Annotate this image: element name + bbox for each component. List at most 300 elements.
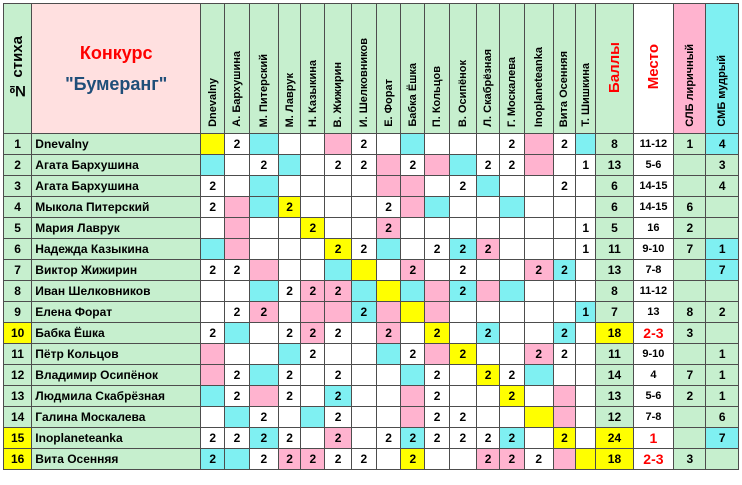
vote-cell: 2	[449, 344, 476, 365]
vote-cell	[278, 239, 300, 260]
vote-cell	[553, 281, 575, 302]
vote-cell: 2	[225, 260, 249, 281]
place-cell: 13	[633, 302, 673, 323]
vote-cell: 2	[351, 155, 376, 176]
vote-cell: 1	[576, 302, 596, 323]
vote-cell	[401, 407, 425, 428]
vote-cell	[325, 197, 351, 218]
vote-cell	[524, 239, 553, 260]
vote-cell	[425, 155, 449, 176]
vote-cell	[225, 281, 249, 302]
smb-cell: 4	[706, 134, 739, 155]
vote-cell	[477, 344, 500, 365]
vote-cell	[376, 365, 400, 386]
vote-cell	[449, 323, 476, 344]
judge-header	[325, 4, 351, 134]
vote-cell	[449, 218, 476, 239]
header-smb	[706, 4, 739, 134]
judge-name: П. Кольцов	[431, 65, 444, 127]
vote-cell: 2	[376, 428, 400, 449]
vote-cell	[278, 344, 300, 365]
place-cell: 2-3	[633, 323, 673, 344]
smb-cell: 1	[706, 365, 739, 386]
vote-cell: 2	[249, 155, 278, 176]
vote-cell	[301, 302, 325, 323]
vote-cell	[278, 155, 300, 176]
vote-cell	[351, 197, 376, 218]
judge-name: Бабка Ёшка	[406, 63, 419, 127]
vote-cell	[225, 344, 249, 365]
vote-cell: 2	[278, 281, 300, 302]
judge-name: Т. Шишкина	[579, 63, 592, 127]
author-name: Мыкола Питерский	[32, 197, 201, 218]
vote-cell	[401, 386, 425, 407]
vote-cell	[425, 344, 449, 365]
vote-cell	[301, 407, 325, 428]
vote-cell: 1	[576, 155, 596, 176]
table-row	[4, 218, 739, 239]
score-cell: 6	[596, 176, 633, 197]
vote-cell	[376, 260, 400, 281]
vote-cell: 2	[301, 344, 325, 365]
vote-cell: 2	[325, 365, 351, 386]
vote-cell: 2	[301, 281, 325, 302]
smb-cell: 4	[706, 176, 739, 197]
vote-cell	[576, 365, 596, 386]
slb-cell	[674, 281, 706, 302]
vote-cell	[278, 218, 300, 239]
place-cell: 14-15	[633, 197, 673, 218]
vote-cell	[477, 302, 500, 323]
vote-cell	[425, 449, 449, 470]
vote-cell: 2	[201, 197, 225, 218]
vote-cell	[401, 197, 425, 218]
vote-cell	[376, 155, 400, 176]
vote-cell: 2	[278, 323, 300, 344]
author-name: Мария Лаврук	[32, 218, 201, 239]
vote-cell	[376, 386, 400, 407]
vote-cell: 2	[376, 197, 400, 218]
vote-cell: 2	[325, 449, 351, 470]
vote-cell	[477, 176, 500, 197]
vote-cell	[278, 302, 300, 323]
vote-cell: 2	[249, 302, 278, 323]
vote-cell	[425, 176, 449, 197]
vote-cell	[201, 344, 225, 365]
judge-header	[524, 4, 553, 134]
table-row	[4, 344, 739, 365]
header-row	[4, 4, 739, 134]
vote-cell	[524, 176, 553, 197]
vote-cell	[325, 302, 351, 323]
vote-cell: 2	[225, 134, 249, 155]
place-cell: 14-15	[633, 176, 673, 197]
vote-cell: 2	[500, 155, 524, 176]
vote-cell: 2	[249, 449, 278, 470]
vote-cell	[225, 239, 249, 260]
vote-cell	[553, 218, 575, 239]
vote-cell	[425, 218, 449, 239]
author-name: Владимир Осипёнок	[32, 365, 201, 386]
vote-cell	[351, 281, 376, 302]
table-row	[4, 365, 739, 386]
vote-cell	[201, 134, 225, 155]
contest-title: Конкурс	[79, 42, 153, 63]
vote-cell	[351, 176, 376, 197]
vote-cell	[301, 176, 325, 197]
score-cell: 24	[596, 428, 633, 449]
vote-cell: 2	[301, 323, 325, 344]
vote-cell	[225, 197, 249, 218]
vote-cell: 2	[351, 239, 376, 260]
poem-number: 16	[4, 449, 32, 470]
vote-cell: 2	[553, 344, 575, 365]
score-cell: 11	[596, 239, 633, 260]
smb-label: СМБ мудрый	[716, 55, 729, 127]
vote-cell	[449, 449, 476, 470]
vote-cell: 2	[425, 428, 449, 449]
judge-name: А. Бархушина	[231, 51, 243, 127]
place-cell: 4	[633, 365, 673, 386]
vote-cell	[376, 449, 400, 470]
vote-cell	[301, 428, 325, 449]
table-row	[4, 323, 739, 344]
vote-cell: 2	[553, 176, 575, 197]
judge-name: И. Шелковников	[357, 37, 370, 127]
vote-cell	[449, 302, 476, 323]
judge-name: Н. Казыкина	[306, 59, 319, 127]
poem-number: 9	[4, 302, 32, 323]
header-poem-number	[4, 4, 32, 134]
smb-cell	[706, 323, 739, 344]
vote-cell	[449, 365, 476, 386]
vote-cell: 2	[500, 386, 524, 407]
smb-cell: 2	[706, 302, 739, 323]
table-row	[4, 134, 739, 155]
smb-cell	[706, 449, 739, 470]
vote-cell: 2	[500, 134, 524, 155]
table-row	[4, 386, 739, 407]
author-name: Inoplaneteanka	[32, 428, 201, 449]
judge-header	[553, 4, 575, 134]
vote-cell	[524, 365, 553, 386]
vote-cell	[524, 134, 553, 155]
table-row	[4, 176, 739, 197]
slb-cell: 6	[674, 197, 706, 218]
slb-cell	[674, 344, 706, 365]
vote-cell	[553, 197, 575, 218]
poem-number: 1	[4, 134, 32, 155]
table-row	[4, 302, 739, 323]
vote-cell	[376, 239, 400, 260]
vote-cell	[553, 302, 575, 323]
vote-cell	[500, 197, 524, 218]
vote-cell	[301, 134, 325, 155]
vote-cell	[325, 176, 351, 197]
author-name: Галина Москалева	[32, 407, 201, 428]
slb-cell: 3	[674, 323, 706, 344]
vote-cell	[524, 428, 553, 449]
vote-cell	[576, 323, 596, 344]
vote-cell: 2	[425, 239, 449, 260]
vote-cell: 2	[425, 365, 449, 386]
vote-cell	[351, 218, 376, 239]
vote-cell	[201, 239, 225, 260]
vote-cell: 2	[201, 323, 225, 344]
vote-cell: 2	[524, 449, 553, 470]
vote-cell	[524, 155, 553, 176]
vote-cell	[524, 407, 553, 428]
vote-cell	[425, 134, 449, 155]
smb-cell	[706, 197, 739, 218]
author-name: Иван Шелковников	[32, 281, 201, 302]
slb-cell: 8	[674, 302, 706, 323]
vote-cell	[524, 386, 553, 407]
table-row	[4, 260, 739, 281]
poem-number: 7	[4, 260, 32, 281]
vote-cell: 2	[278, 197, 300, 218]
vote-cell	[425, 197, 449, 218]
vote-cell	[477, 386, 500, 407]
judge-name: Dnevalny	[206, 78, 219, 127]
judge-name: Л. Скабрёзная	[482, 49, 495, 127]
table-row	[4, 428, 739, 449]
vote-cell	[401, 365, 425, 386]
vote-cell	[500, 323, 524, 344]
vote-cell	[425, 302, 449, 323]
vote-cell: 2	[449, 176, 476, 197]
vote-cell: 2	[477, 428, 500, 449]
vote-cell	[477, 197, 500, 218]
vote-cell	[401, 239, 425, 260]
smb-cell: 7	[706, 260, 739, 281]
judge-name: Inoplaneteanka	[532, 46, 545, 127]
smb-cell: 1	[706, 386, 739, 407]
slb-cell: 7	[674, 239, 706, 260]
slb-cell: 3	[674, 449, 706, 470]
vote-cell: 2	[477, 323, 500, 344]
vote-cell	[278, 176, 300, 197]
vote-cell	[524, 281, 553, 302]
poem-number: 13	[4, 386, 32, 407]
vote-cell	[301, 239, 325, 260]
vote-cell: 2	[553, 260, 575, 281]
header-score	[596, 4, 633, 134]
vote-cell	[576, 407, 596, 428]
poem-number: 8	[4, 281, 32, 302]
vote-cell	[524, 197, 553, 218]
poem-number: 12	[4, 365, 32, 386]
place-cell: 5-6	[633, 386, 673, 407]
judge-header	[425, 4, 449, 134]
judge-header	[225, 4, 249, 134]
vote-cell	[401, 323, 425, 344]
vote-cell	[249, 176, 278, 197]
slb-cell: 2	[674, 386, 706, 407]
vote-cell	[351, 386, 376, 407]
author-name: Елена Форат	[32, 302, 201, 323]
place-cell: 9-10	[633, 239, 673, 260]
slb-cell	[674, 428, 706, 449]
vote-cell	[553, 239, 575, 260]
vote-cell	[249, 344, 278, 365]
vote-cell: 2	[449, 239, 476, 260]
place-cell: 11-12	[633, 134, 673, 155]
vote-cell	[301, 197, 325, 218]
vote-cell	[500, 281, 524, 302]
vote-cell	[576, 260, 596, 281]
vote-cell: 2	[351, 302, 376, 323]
score-cell: 14	[596, 365, 633, 386]
poem-number: 5	[4, 218, 32, 239]
poem-number: 3	[4, 176, 32, 197]
slb-cell: 1	[674, 134, 706, 155]
results-table	[3, 3, 739, 470]
smb-cell	[706, 281, 739, 302]
vote-cell	[401, 302, 425, 323]
vote-cell: 2	[376, 218, 400, 239]
vote-cell	[225, 323, 249, 344]
vote-cell	[249, 239, 278, 260]
vote-cell	[553, 449, 575, 470]
place-cell: 5-6	[633, 155, 673, 176]
vote-cell	[225, 155, 249, 176]
vote-cell: 2	[553, 323, 575, 344]
vote-cell: 2	[553, 134, 575, 155]
vote-cell	[477, 260, 500, 281]
contest-name: "Бумеранг"	[65, 73, 168, 94]
vote-cell	[351, 365, 376, 386]
vote-cell: 2	[201, 428, 225, 449]
vote-cell: 2	[249, 428, 278, 449]
judge-header	[376, 4, 400, 134]
vote-cell	[201, 386, 225, 407]
poem-number: 10	[4, 323, 32, 344]
vote-cell	[500, 302, 524, 323]
judge-header	[449, 4, 476, 134]
author-name: Агата Бархушина	[32, 155, 201, 176]
table-row	[4, 407, 739, 428]
slb-cell	[674, 407, 706, 428]
contest-title-cell	[32, 4, 201, 134]
judge-name: М. Питерский	[257, 53, 270, 127]
place-cell: 2-3	[633, 449, 673, 470]
vote-cell	[500, 218, 524, 239]
smb-cell: 6	[706, 407, 739, 428]
vote-cell	[351, 407, 376, 428]
judge-header	[249, 4, 278, 134]
score-cell: 8	[596, 281, 633, 302]
vote-cell	[325, 260, 351, 281]
vote-cell	[249, 281, 278, 302]
score-cell: 18	[596, 449, 633, 470]
vote-cell	[278, 134, 300, 155]
vote-cell	[449, 134, 476, 155]
vote-cell: 2	[225, 386, 249, 407]
smb-cell: 1	[706, 239, 739, 260]
vote-cell: 2	[225, 428, 249, 449]
vote-cell: 2	[201, 176, 225, 197]
poem-number: 4	[4, 197, 32, 218]
vote-cell: 2	[201, 449, 225, 470]
header-place	[633, 4, 673, 134]
vote-cell	[376, 281, 400, 302]
vote-cell	[201, 281, 225, 302]
slb-cell: 2	[674, 218, 706, 239]
vote-cell: 2	[425, 407, 449, 428]
vote-cell: 2	[278, 386, 300, 407]
place-cell: 9-10	[633, 344, 673, 365]
header-slb	[674, 4, 706, 134]
vote-cell	[249, 134, 278, 155]
vote-cell	[425, 260, 449, 281]
vote-cell	[500, 176, 524, 197]
place-cell: 16	[633, 218, 673, 239]
table-row	[4, 281, 739, 302]
author-name: Агата Бархушина	[32, 176, 201, 197]
score-cell: 11	[596, 344, 633, 365]
vote-cell	[201, 365, 225, 386]
vote-cell: 1	[576, 218, 596, 239]
vote-cell: 2	[401, 428, 425, 449]
judge-name: М. Лаврук	[283, 72, 296, 127]
vote-cell	[351, 344, 376, 365]
slb-cell	[674, 155, 706, 176]
vote-cell	[301, 155, 325, 176]
judge-header	[477, 4, 500, 134]
vote-cell: 2	[449, 281, 476, 302]
judge-header	[576, 4, 596, 134]
vote-cell: 2	[225, 365, 249, 386]
vote-cell: 2	[325, 428, 351, 449]
judge-name: Вита Осенняя	[558, 50, 571, 127]
vote-cell: 2	[401, 155, 425, 176]
vote-cell	[553, 365, 575, 386]
vote-cell: 2	[500, 428, 524, 449]
vote-cell: 2	[401, 260, 425, 281]
vote-cell	[401, 134, 425, 155]
author-name: Вита Осенняя	[32, 449, 201, 470]
judge-name: В. Осипёнок	[456, 59, 469, 127]
vote-cell	[500, 344, 524, 365]
vote-cell: 2	[524, 260, 553, 281]
vote-cell: 2	[500, 365, 524, 386]
smb-cell: 1	[706, 344, 739, 365]
vote-cell	[249, 218, 278, 239]
vote-cell	[576, 281, 596, 302]
vote-cell: 2	[351, 449, 376, 470]
vote-cell: 2	[477, 365, 500, 386]
judge-name: Е. Форат	[382, 79, 395, 127]
vote-cell	[576, 176, 596, 197]
vote-cell	[278, 407, 300, 428]
vote-cell	[249, 386, 278, 407]
vote-cell: 2	[325, 386, 351, 407]
vote-cell: 2	[325, 155, 351, 176]
vote-cell	[576, 449, 596, 470]
vote-cell	[351, 260, 376, 281]
vote-cell	[401, 281, 425, 302]
smb-cell: 3	[706, 155, 739, 176]
vote-cell	[201, 302, 225, 323]
vote-cell	[325, 218, 351, 239]
author-name: Виктор Жижирин	[32, 260, 201, 281]
poem-number: 2	[4, 155, 32, 176]
vote-cell: 2	[278, 449, 300, 470]
smb-cell	[706, 218, 739, 239]
vote-cell: 2	[553, 428, 575, 449]
vote-cell: 2	[325, 281, 351, 302]
